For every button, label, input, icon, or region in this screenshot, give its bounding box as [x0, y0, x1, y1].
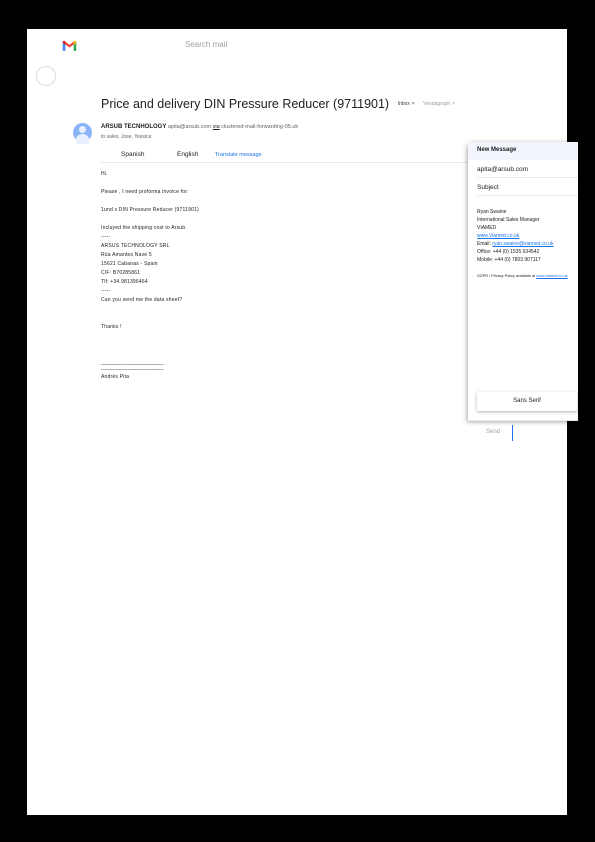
target-language[interactable]: English — [177, 151, 199, 158]
signature-email-line: Email: ryan.swaine@viamed.co.uk — [477, 241, 554, 247]
gmail-logo-icon[interactable] — [62, 40, 77, 52]
signature-name: Ryan Swaine — [477, 209, 507, 215]
body-line — [101, 314, 199, 323]
signature-gdpr: GDPR / Privacy Policy available at www.viamed.co.uk — [477, 274, 568, 278]
compose-subject-field[interactable]: Subject — [477, 178, 578, 196]
via-host: clustered-mail-forwarding-05.uk — [221, 124, 299, 130]
body-line: CIF: B70285861 — [101, 270, 141, 276]
body-line: _____________________ — [101, 360, 164, 366]
via-link[interactable]: via — [212, 124, 220, 130]
translate-bar — [101, 149, 501, 163]
body-line: Rúa Amantes Nave 5 — [101, 252, 152, 258]
body-line — [101, 215, 199, 224]
body-line: Can you send me the data sheet? — [101, 297, 183, 303]
body-line — [101, 341, 199, 350]
compose-body[interactable] — [468, 196, 578, 280]
email-body — [101, 170, 199, 382]
gdpr-link[interactable]: www.viamed.co.uk — [536, 274, 568, 278]
body-line: Hi. — [101, 171, 108, 177]
compose-title[interactable]: New Message — [468, 142, 578, 160]
compose-button[interactable] — [36, 66, 56, 86]
signature-role: International Sales Manager — [477, 217, 540, 223]
sender-avatar[interactable] — [73, 123, 92, 142]
signature-mobile: Mobile: +44 (0) 7803 907117 — [477, 257, 541, 263]
gmail-window — [27, 29, 567, 815]
compose-window — [468, 142, 578, 435]
body-line: ARSUS TECHNOLOGY SRL — [101, 243, 170, 249]
body-line: _____________________ — [101, 365, 164, 371]
signature-email-link[interactable]: ryan.swaine@viamed.co.uk — [492, 241, 554, 247]
label-chip-inbox[interactable]: Inbox × — [397, 100, 415, 107]
body-line: Tlf: +34 981396464 — [101, 279, 148, 285]
body-line: 1und x DIN Pressure Reducer (9711901) — [101, 207, 199, 213]
body-line — [101, 332, 199, 341]
label-chip-vendagraph[interactable]: Vendagraph × — [423, 100, 456, 107]
body-line: Please , I need proforma invoice for: — [101, 189, 189, 195]
body-line: Thanks ! — [101, 324, 122, 330]
sender-name[interactable]: ARSUB TECNHOLOGY — [101, 124, 167, 130]
remove-label-icon[interactable]: × — [411, 100, 415, 107]
body-line: 15621 Cabanas - Spain — [101, 261, 158, 267]
recipients[interactable]: to sales, Jose, Yessica — [101, 134, 152, 140]
translate-message-link[interactable]: Translate message — [215, 152, 262, 158]
compose-toolbar — [468, 420, 578, 444]
body-line — [101, 305, 199, 314]
font-family-select[interactable]: Sans Serif — [477, 392, 577, 411]
search-input[interactable]: Search mail — [185, 40, 228, 49]
send-button[interactable]: Send — [486, 429, 501, 435]
body-line — [101, 197, 199, 206]
body-line — [101, 350, 199, 359]
signature-company: VIAMED — [477, 225, 497, 231]
sender-email: apita@arsub.com — [167, 124, 212, 130]
signature-website-link[interactable]: www.Viamed.co.uk — [477, 233, 520, 239]
body-line — [101, 179, 199, 188]
email-subject-line — [101, 95, 455, 113]
body-line: ----- — [101, 234, 111, 240]
send-options-divider — [512, 425, 513, 441]
body-line: Incluyed the shipping cost to Arsub. — [101, 225, 187, 231]
body-line: ----- — [101, 288, 111, 294]
source-language[interactable]: Spanish — [121, 151, 145, 158]
signature-office: Office: +44 (0) 1535 634542 — [477, 249, 540, 255]
body-line: Andrés Pita — [101, 374, 130, 380]
email-subject: Price and delivery DIN Pressure Reducer (9711901) — [101, 97, 390, 111]
remove-label-icon[interactable]: × — [452, 100, 456, 107]
compose-to-field[interactable]: apita@arsub.com — [477, 160, 578, 178]
sender-line — [101, 124, 298, 130]
